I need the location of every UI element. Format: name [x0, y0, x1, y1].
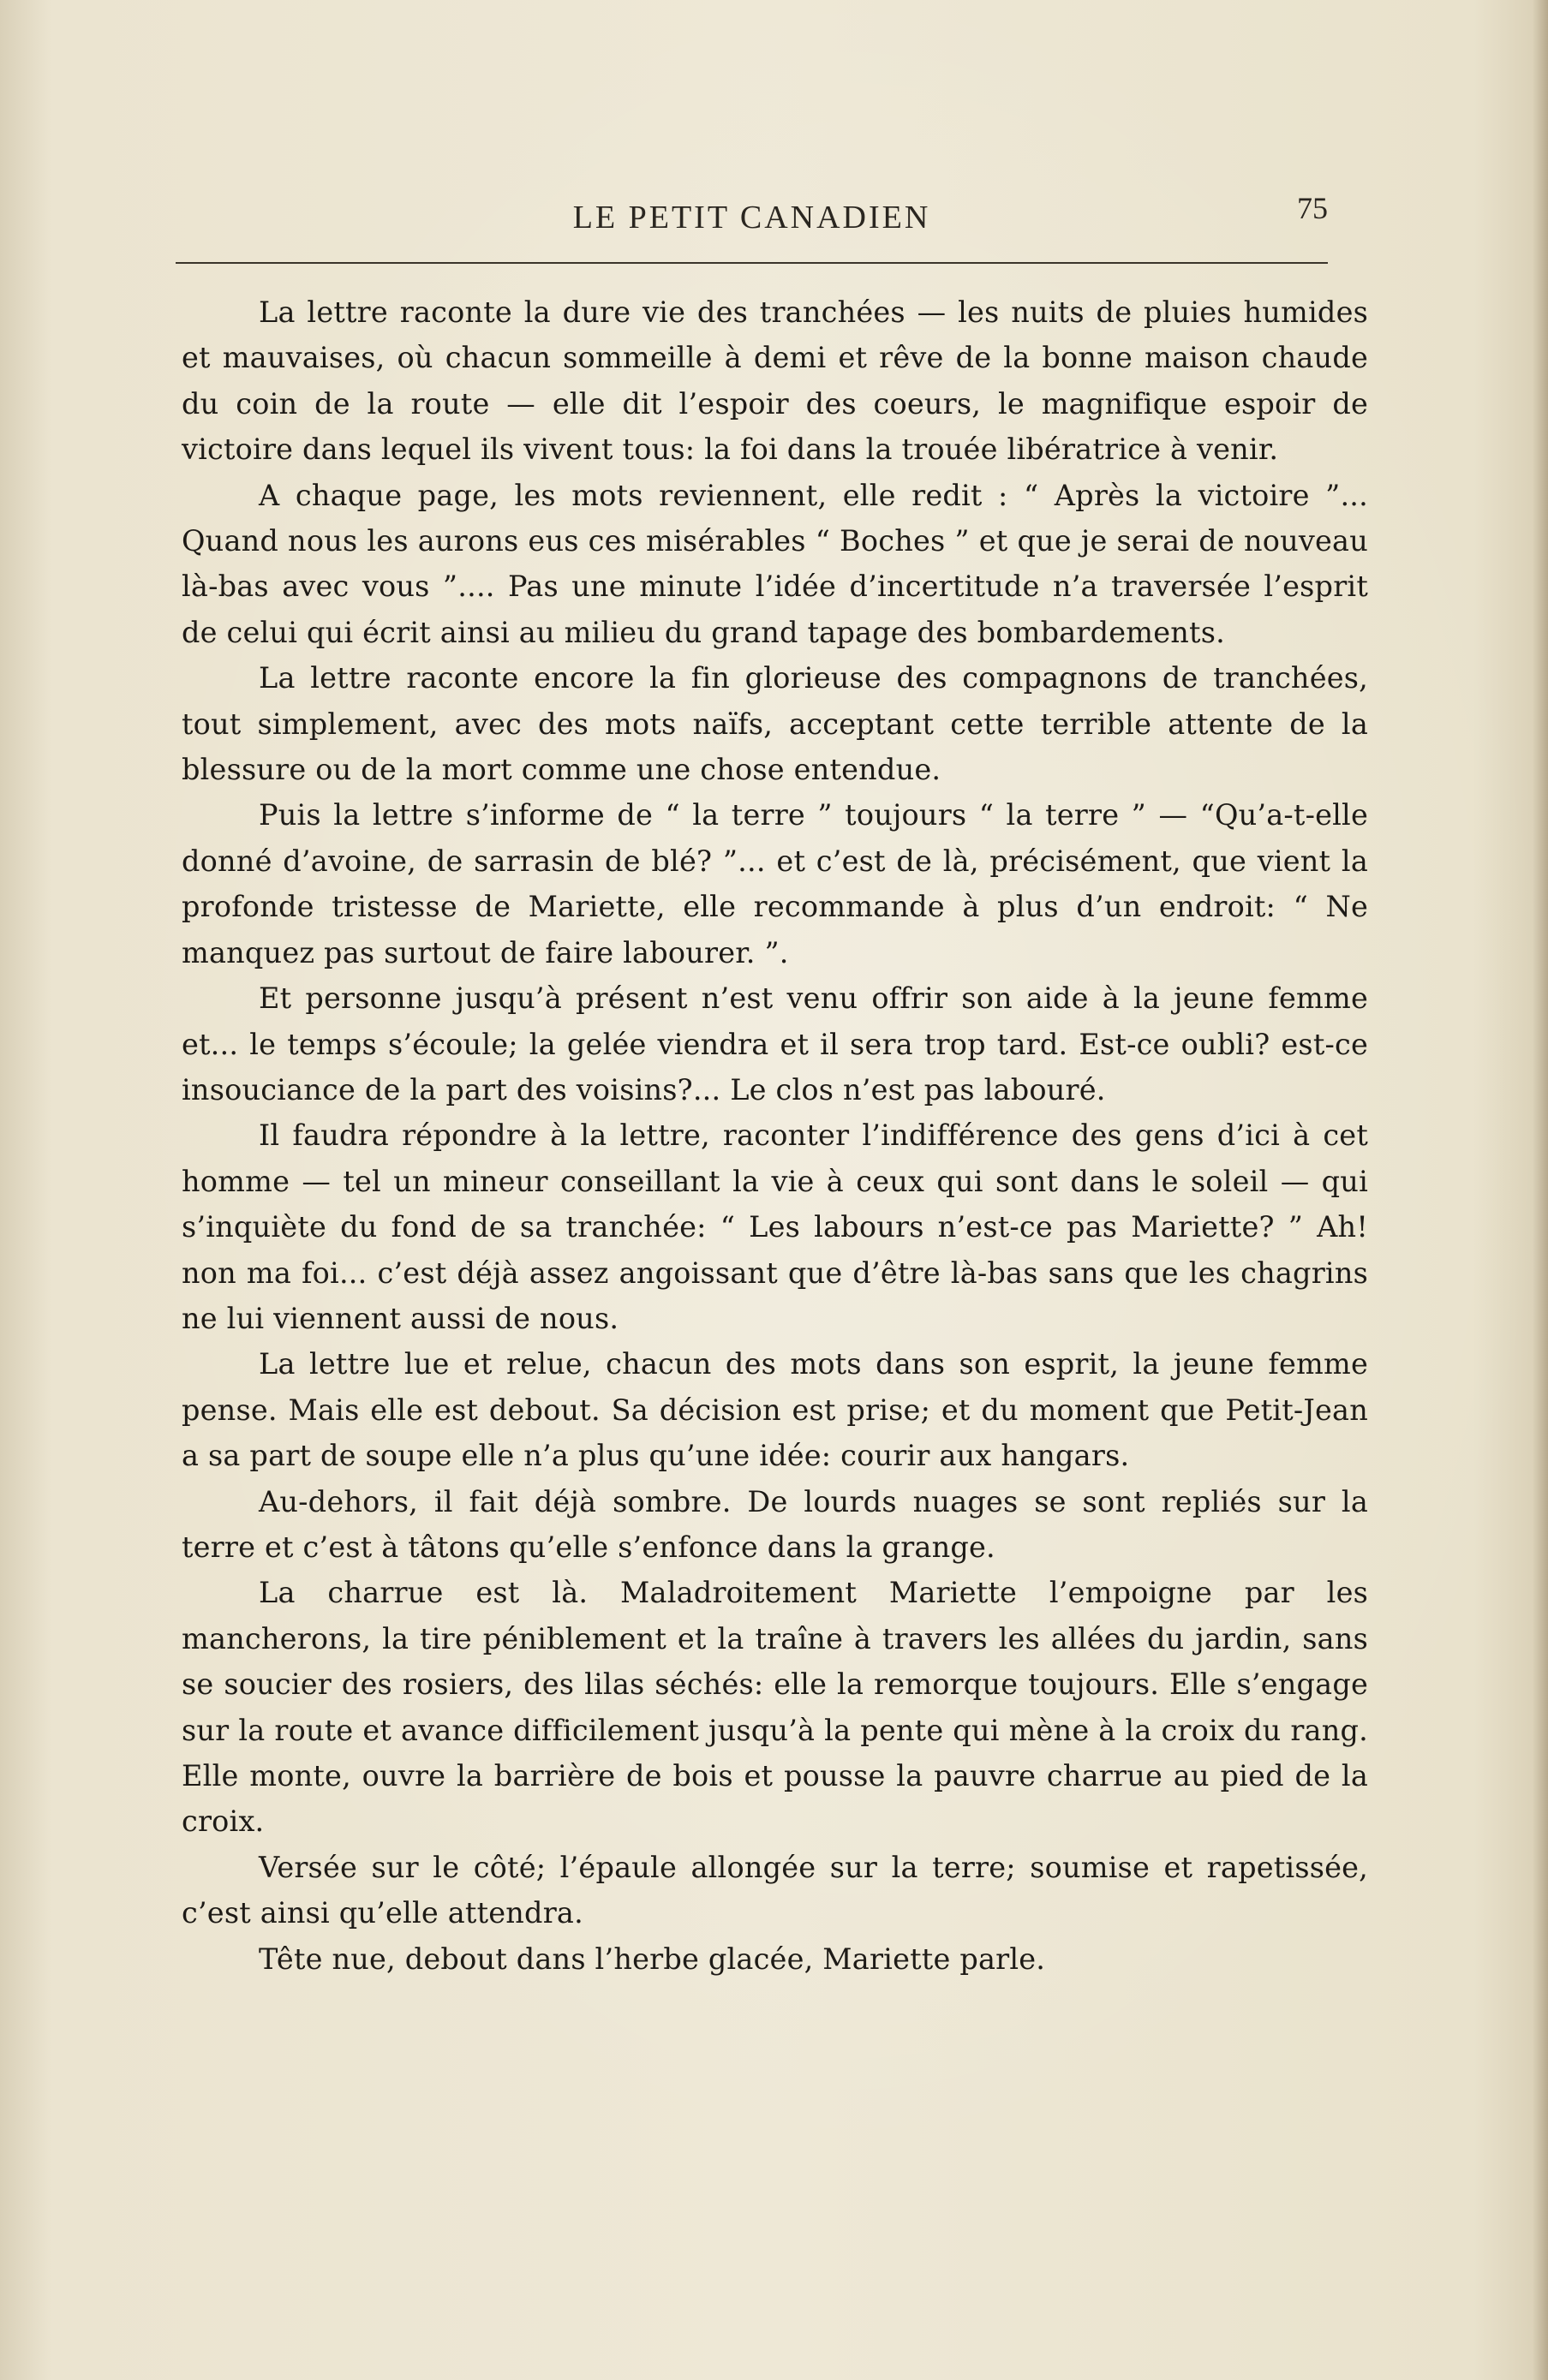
paragraph: La charrue est là. Maladroitement Mariette l’empoigne par les mancherons, la tire péniblement et la traîne à travers les allées du jardin, sans se soucier des rosiers, des lilas séchés: elle la remorque toujours. Elle s’engage sur la route et avance difficilement jusqu’à la pente qui mène à la croix du rang. Elle monte, ouvre la barrière de bois et pousse la pauvre charrue au pied de la croix.: [182, 1576, 1368, 1839]
page-edge-shadow: [1533, 0, 1548, 2380]
page-number: 75: [1297, 191, 1328, 225]
paragraph: Au-dehors, il fait déjà sombre. De lourds nuages se sont repliés sur la terre et c’est à tâtons qu’elle s’enfonce dans la grange.: [182, 1484, 1368, 1564]
paragraph: A chaque page, les mots reviennent, elle redit : “ Après la victoire ”... Quand nous les aurons eus ces misérables “ Boches ” et que je serai de nouveau là-bas avec vous ”.... Pas une minute l’idée d’incertitude n’a traversée l’esprit de celui qui écrit ainsi au milieu du grand tapage des bombardements.: [182, 478, 1368, 649]
paragraph: La lettre lue et relue, chacun des mots dans son esprit, la jeune femme pense. Mais elle est debout. Sa décision est prise; et du moment que Petit-Jean a sa part de soupe elle n’a plus qu’une idée: courir aux hangars.: [182, 1347, 1368, 1473]
paragraph: Et personne jusqu’à présent n’est venu offrir son aide à la jeune femme et... le temps s’écoule; la gelée viendra et il sera trop tard. Est-ce oubli? est-ce insouciance de la part des voisins?... Le clos n’est pas labouré.: [182, 981, 1368, 1106]
paragraph: Puis la lettre s’informe de “ la terre ” toujours “ la terre ” — “Qu’a-t-elle donné d’avoine, de sarrasin de blé? ”... et c’est de là, précisément, que vient la profonde tristesse de Mariette, elle recommande à plus d’un endroit: “ Ne manquez pas surtout de faire labourer. ”.: [182, 798, 1368, 969]
paragraph: Versée sur le côté; l’épaule allongée sur la terre; soumise et rapetissée, c’est ainsi qu’elle attendra.: [182, 1850, 1368, 1930]
paragraph: Il faudra répondre à la lettre, raconter l’indifférence des gens d’ici à cet homme — tel un mineur conseillant la vie à ceux qui sont dans le soleil — qui s’inquiète du fond de sa tranchée: “ Les labours n’est-ce pas Mariette? ” Ah! non ma foi... c’est déjà assez angoissant que d’être là-bas sans que les chagrins ne lui viennent aussi de nous.: [182, 1118, 1368, 1335]
header-rule: [176, 262, 1328, 264]
page-header: [176, 190, 1328, 250]
paragraph: Tête nue, debout dans l’herbe glacée, Mariette parle.: [259, 1942, 1046, 1976]
body-text: [182, 289, 1368, 1982]
running-title: LE PETIT CANADIEN: [572, 200, 931, 236]
paragraph: La lettre raconte encore la fin glorieuse des compagnons de tranchées, tout simplement, avec des mots naïfs, acceptant cette terrible attente de la blessure ou de la mort comme une chose entendue.: [182, 661, 1368, 787]
paragraph: La lettre raconte la dure vie des tranchées — les nuits de pluies humides et mauvaises, où chacun sommeille à demi et rêve de la bonne maison chaude du coin de la route — elle dit l’espoir des coeurs, le magnifique espoir de victoire dans lequel ils vivent tous: la foi dans la trouée libératrice à venir.: [182, 295, 1368, 467]
